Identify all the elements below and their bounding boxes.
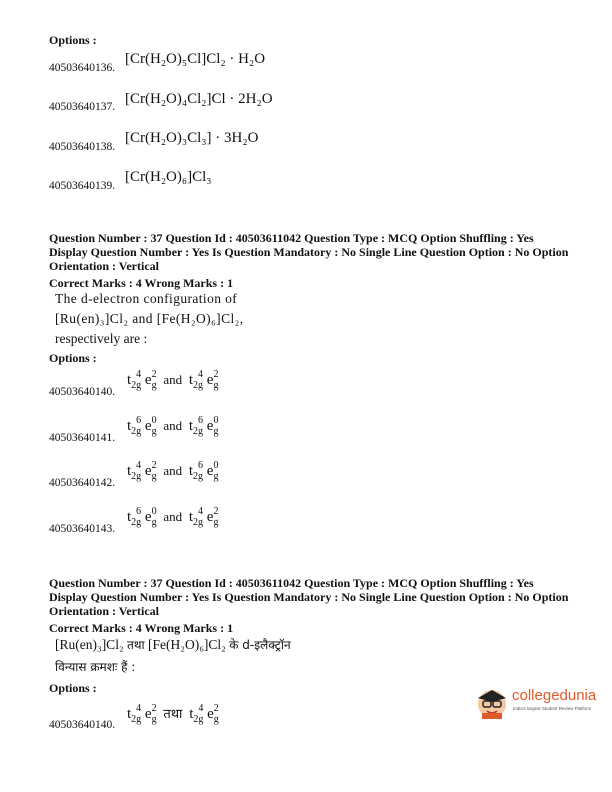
mascot-icon xyxy=(474,684,510,720)
question-header: Display Question Number : Yes Is Question Mandatory : No Single Line Question Option : No Option xyxy=(49,245,569,259)
option-id: 40503640140. xyxy=(49,386,116,398)
option-formula: [Cr(H₂O)₄Cl₂]Cl · 2H₂O xyxy=(125,91,273,107)
question-header: Orientation : Vertical xyxy=(49,259,159,273)
marks-line: Correct Marks : 4 Wrong Marks : 1 xyxy=(49,276,234,290)
marks-line: Correct Marks : 4 Wrong Marks : 1 xyxy=(49,621,234,635)
option-config: $t_{2g}^4$ $e_g^2$ तथा $t_{2g}^4$ $e_g^2$ xyxy=(127,703,219,725)
option-id: 40503640138. xyxy=(49,141,116,153)
options-label: Options : xyxy=(49,33,97,47)
option-id: 40503640139. xyxy=(49,180,116,192)
option-id: 40503640142. xyxy=(49,477,116,489)
options-label: Options : xyxy=(49,681,97,695)
option-id: 40503640140. xyxy=(49,719,116,731)
logo-tagline: India's largest Student Review Platform xyxy=(513,706,592,711)
option-id: 40503640136. xyxy=(49,62,116,74)
formula-b: [Fe(H₂O)₆]Cl₂ xyxy=(148,637,226,652)
question-text-hindi: [Ru(en)₃]Cl₂ तथा [Fe(H₂O)₆]Cl₂ के d-इलैक्ट्रॉन xyxy=(55,637,291,652)
question-header: Question Number : 37 Question Id : 40503611042 Question Type : MCQ Option Shuffling : Yes xyxy=(49,231,534,245)
question-header: Question Number : 37 Question Id : 40503611042 Question Type : MCQ Option Shuffling : Yes xyxy=(49,576,534,590)
collegedunia-logo xyxy=(474,684,602,720)
question-text: respectively are : xyxy=(55,331,148,346)
question-header: Display Question Number : Yes Is Question Mandatory : No Single Line Question Option : No Option xyxy=(49,590,569,604)
option-config: $t_{2g}^4$ $e_g^2$ and $t_{2g}^4$ $e_g^2$ xyxy=(127,369,219,391)
question-text: The d-electron configuration of xyxy=(55,291,238,306)
option-formula: [Cr(H₂O)₃Cl₃] · 3H₂O xyxy=(125,130,259,146)
question-text: [Ru(en)₃]Cl₂ and [Fe(H₂O)₆]Cl₂, xyxy=(55,311,244,326)
option-id: 40503640141. xyxy=(49,432,116,444)
question-header: Orientation : Vertical xyxy=(49,604,159,618)
option-formula: [Cr(H₂O)₆]Cl₃ xyxy=(125,169,212,185)
option-config: $t_{2g}^6$ $e_g^0$ and $t_{2g}^4$ $e_g^2$ xyxy=(127,506,219,528)
question-text-hindi: विन्यास क्रमशः हैं : xyxy=(55,660,136,674)
option-config: $t_{2g}^6$ $e_g^0$ and $t_{2g}^6$ $e_g^0$ xyxy=(127,415,219,437)
option-id: 40503640143. xyxy=(49,523,116,535)
option-formula: [Cr(H₂O)₅Cl]Cl₂ · H₂O xyxy=(125,51,266,67)
formula-a: [Ru(en)₃]Cl₂ xyxy=(55,637,124,652)
option-config: $t_{2g}^4$ $e_g^2$ and $t_{2g}^6$ $e_g^0$ xyxy=(127,460,219,482)
options-label: Options : xyxy=(49,351,97,365)
option-id: 40503640137. xyxy=(49,101,116,113)
logo-name: collegedunia xyxy=(512,687,597,704)
